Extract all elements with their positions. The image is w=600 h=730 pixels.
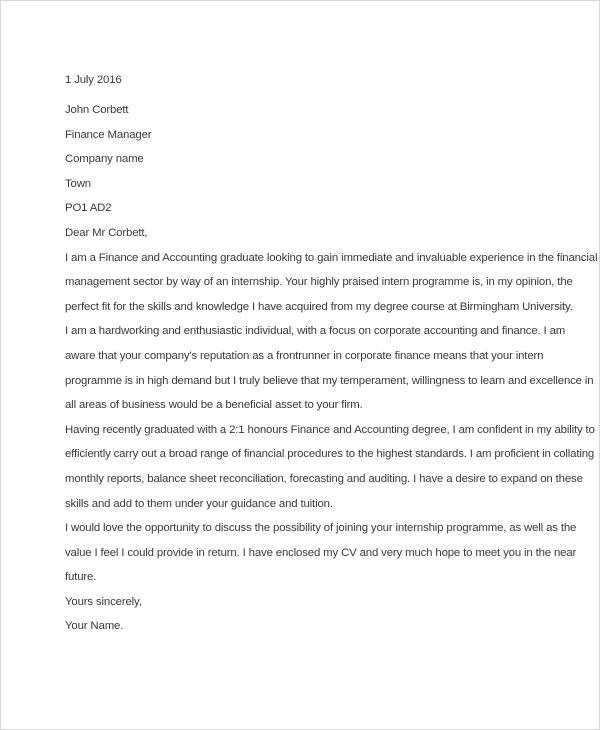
recipient-name: John Corbett [65,104,129,116]
recipient-company: Company name [65,153,144,166]
paragraph-line: management sector by way of an internship. Your highly praised intern programme is, in my opinion, the [65,276,573,289]
paragraph-personal [65,322,594,420]
paragraph-line: skills and add to them under your guidance and tuition. [65,497,333,510]
recipient-address [65,101,557,224]
paragraph-line: value I feel I could provide in return. I have enclosed my CV and very much hope to meet you in the near [65,546,577,559]
paragraph-line: all areas of business would be a beneficial asset to your firm. [65,399,363,412]
recipient-town: Town [65,177,91,190]
paragraph-line: monthly reports, balance sheet reconciliation, forecasting and auditing. I have a desire to expand on these [65,472,583,485]
paragraph-line: I would love the opportunity to discuss the possibility of joining your internship programme, as well as the [65,522,577,535]
paragraph-line: aware that your company's reputation as a frontrunner in corporate finance means that your intern [65,349,544,362]
closing-phrase: Yours sincerely, [65,595,142,608]
letter-date: 1 July 2016 [65,74,122,86]
paragraph-line: Having recently graduated with a 2:1 honours Finance and Accounting degree, I am confident in my ability to [65,423,595,436]
paragraph-qualifications [65,421,595,519]
recipient-postcode: PO1 AD2 [65,202,112,215]
paragraph-intro [65,249,598,323]
paragraph-line: future. [65,571,97,584]
signature: Your Name. [65,620,124,633]
paragraph-line: I am a hardworking and enthusiastic individual, with a focus on corporate accounting and finance. I am [65,325,566,338]
paragraph-line: efficiently carry out a broad range of financial procedures to the highest standards. I am proficient in collating [65,448,595,461]
paragraph-line: I am a Finance and Accounting graduate looking to gain immediate and invaluable experience in the financial [65,251,598,264]
paragraph-line: programme is in high demand but I truly believe that my temperament, willingness to learn and excellence in [65,374,594,387]
paragraph-closing [65,519,577,593]
paragraph-line: perfect fit for the skills and knowledge I have acquired from my degree course at Birmingham University. [65,300,573,313]
cover-letter [65,71,598,642]
recipient-title: Finance Manager [65,128,152,141]
salutation: Dear Mr Corbett, [65,226,148,239]
